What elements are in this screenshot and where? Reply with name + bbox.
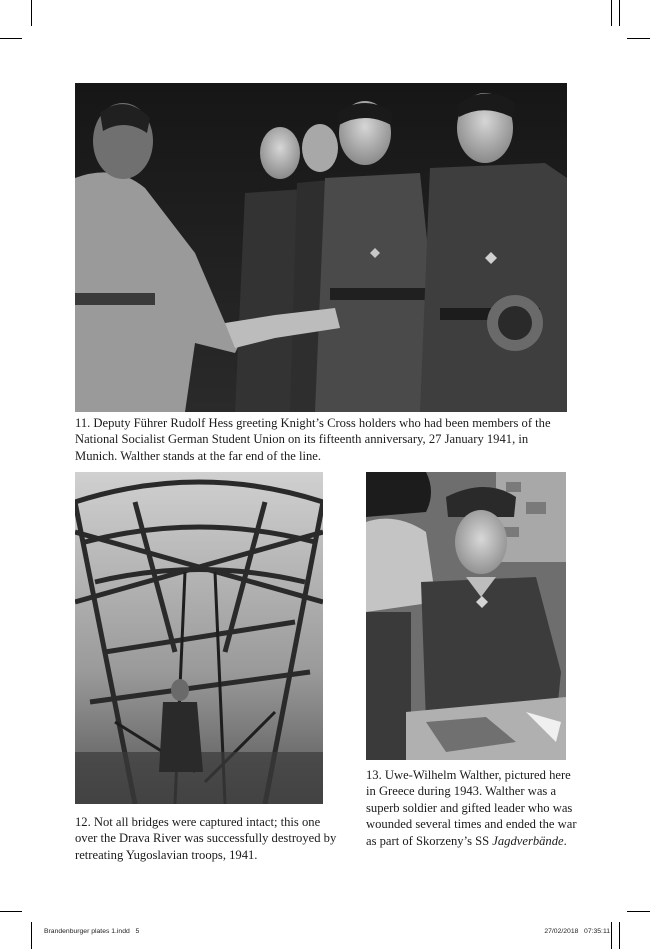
- photo-drava-bridge: [75, 472, 323, 804]
- crop-mark-br-h: [627, 911, 650, 912]
- crop-mark-bl-h: [0, 911, 22, 912]
- caption-plate-13-italic: Jagdverbände: [492, 833, 564, 848]
- photo-walther-greece: [366, 472, 566, 760]
- caption-plate-11: 11. Deputy Führer Rudolf Hess greeting Knight’s Cross holders who had been members of the National Socialist German Student Union on its fifteenth anniversary, 27 January 1941, in Munich. Walther stands at the far end of the line.: [75, 416, 551, 463]
- crop-mark-tr-v2: [619, 0, 620, 26]
- crop-mark-tr-v: [611, 0, 612, 26]
- crop-mark-br-v2: [619, 922, 620, 949]
- slug-file-name: Brandenburger plates 1.indd 5: [44, 928, 140, 935]
- crop-mark-br-v: [611, 922, 612, 949]
- slug-datetime: 27/02/2018 07:35:11: [544, 928, 610, 935]
- caption-plate-12: 12. Not all bridges were captured intact; this one over the Drava River was successfully destroyed by retreating Yugoslavian troops, 1941.: [75, 815, 337, 862]
- crop-mark-tl-h: [0, 38, 22, 39]
- crop-mark-tr-h: [627, 38, 650, 39]
- crop-mark-tl-v: [31, 0, 32, 26]
- crop-mark-bl-v: [31, 922, 32, 949]
- photo-hess-greeting: [75, 83, 567, 412]
- caption-plate-13-main: 13. Uwe-Wilhelm Walther, pictured here in Greece during 1943. Walther was a superb soldier and gifted leader who was wounded several times and ended the war as part of Skorzeny’s SS: [366, 768, 577, 848]
- caption-plate-13: [366, 767, 578, 849]
- caption-plate-13-end: .: [563, 833, 567, 848]
